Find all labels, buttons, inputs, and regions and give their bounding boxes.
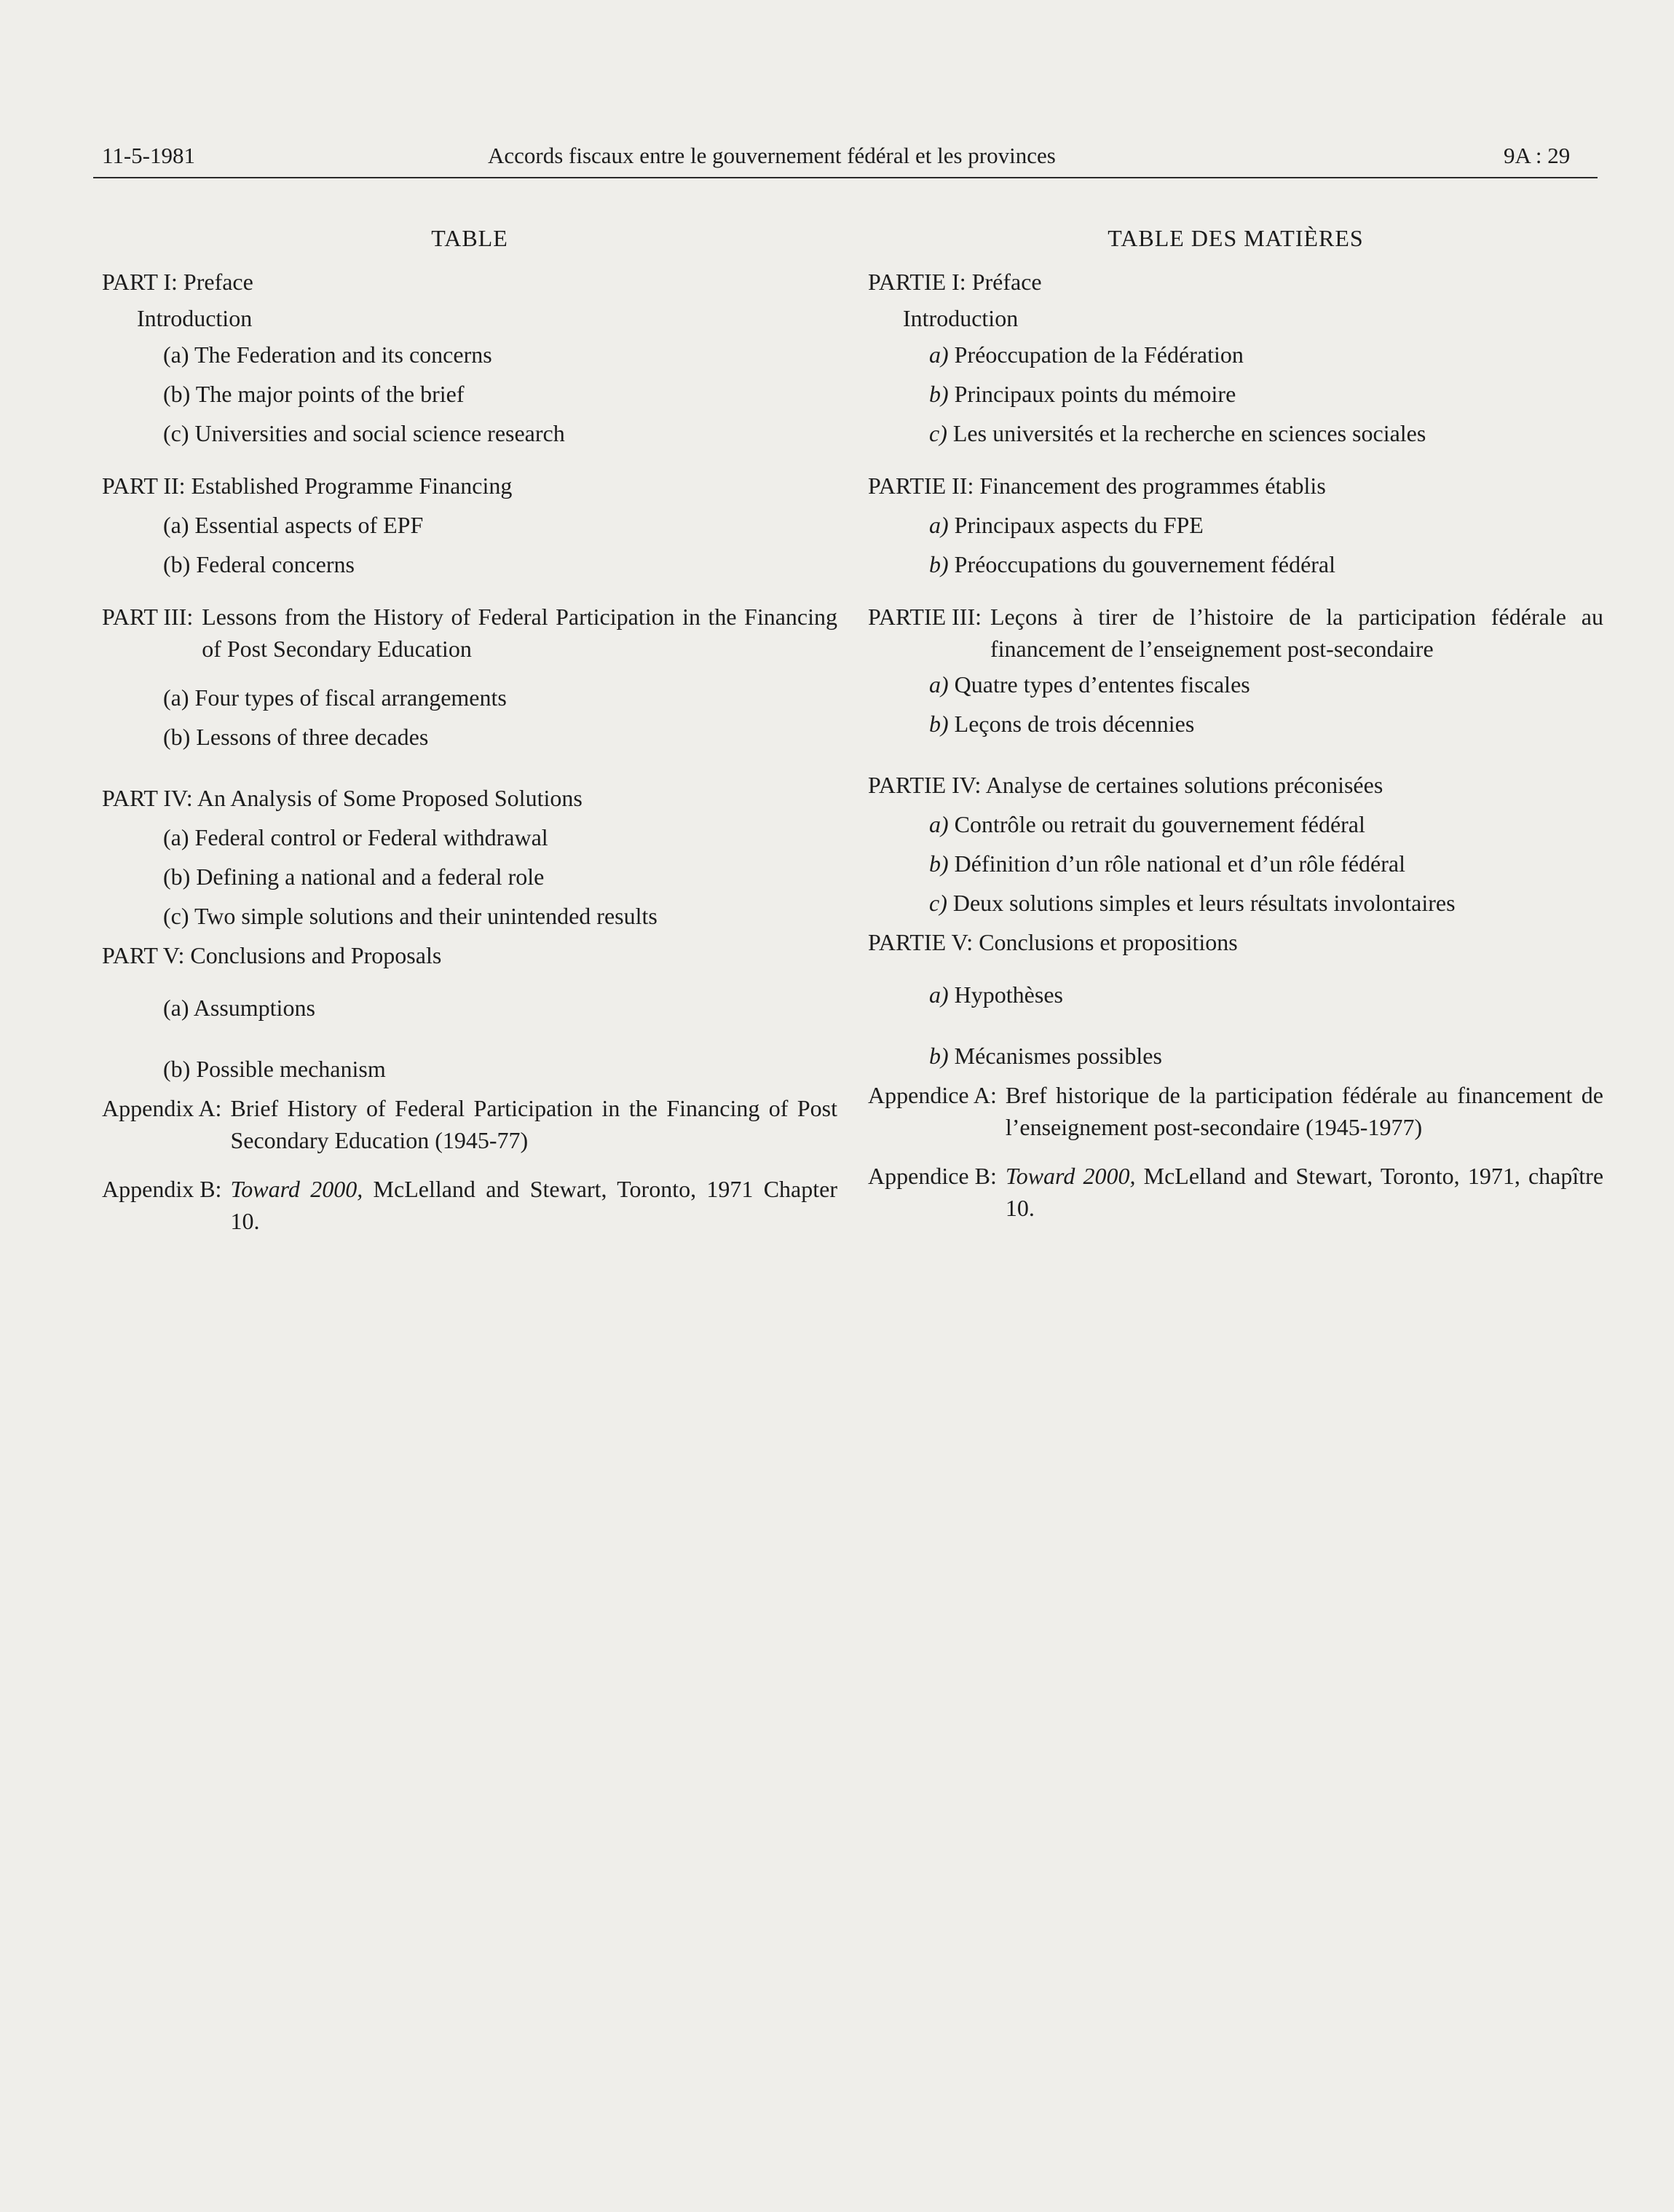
toc-french	[868, 218, 1603, 1224]
toc-entry	[868, 545, 1603, 584]
item-text: Principaux aspects du FPE	[954, 512, 1204, 538]
toc-english	[102, 218, 837, 1237]
item-letter: a)	[929, 811, 949, 837]
toc-entry	[868, 805, 1603, 844]
toc-entry	[868, 335, 1603, 374]
header-rule	[93, 177, 1598, 178]
toc-entry: (c) Universities and social science research	[163, 420, 565, 446]
item-text: Hypothèses	[954, 981, 1063, 1008]
toc-entry	[868, 665, 1603, 704]
item-letter: b)	[929, 1043, 949, 1069]
toc-entry: (b) Federal concerns	[163, 551, 355, 577]
item-letter: c)	[929, 420, 947, 446]
appendix-entry	[868, 1075, 1603, 1143]
toc-entry: (a) Federal control or Federal withdrawal	[163, 824, 548, 850]
item-letter: b)	[929, 711, 949, 737]
item-text: Les universités et la recherche en sciences sociales	[952, 420, 1426, 446]
toc-entry: (a) Four types of fiscal arrangements	[163, 684, 507, 711]
appendix-title: Bref historique de la participation fédérale au financement de l’enseignement post-secondaire (1945-1977)	[1005, 1082, 1603, 1140]
item-letter: a)	[929, 512, 949, 538]
toc-entry	[868, 505, 1603, 545]
toc-entry: (a) The Federation and its concerns	[163, 341, 492, 368]
toc-entry	[868, 975, 1603, 1014]
toc-title: TABLE	[431, 225, 508, 251]
toc-entry	[868, 1036, 1603, 1075]
toc-entry: (b) Lessons of three decades	[163, 724, 429, 750]
item-letter: b)	[929, 381, 949, 407]
item-text: Préoccupation de la Fédération	[954, 341, 1244, 368]
appendix-label: Appendice B:	[868, 1163, 997, 1189]
toc-entry	[868, 844, 1603, 883]
part-title: Leçons à tirer de l’histoire de la participation fédérale au financement de l’enseignement post-secondaire	[990, 604, 1603, 662]
part-heading: PARTIE V: Conclusions et propositions	[868, 929, 1238, 955]
item-letter: a)	[929, 981, 949, 1008]
part-heading: PARTIE I: Préface	[868, 269, 1042, 295]
item-text: Mécanismes possibles	[954, 1043, 1162, 1069]
appendix-entry	[102, 1089, 837, 1156]
item-text: Contrôle ou retrait du gouvernement fédéral	[954, 811, 1365, 837]
appendix-label: Appendice A:	[868, 1082, 997, 1108]
part-heading: PART II: Established Programme Financing	[102, 473, 513, 499]
item-letter: a)	[929, 671, 949, 698]
header-date: 11-5-1981	[102, 143, 195, 168]
item-letter: b)	[929, 551, 949, 577]
appendix-entry	[102, 1169, 837, 1237]
toc-entry: (c) Two simple solutions and their unintended results	[163, 903, 658, 929]
book-title: Toward 2000,	[1005, 1163, 1136, 1189]
part-heading: PART V: Conclusions and Proposals	[102, 942, 442, 968]
item-letter: a)	[929, 341, 949, 368]
item-text: Quatre types d’ententes fiscales	[954, 671, 1250, 698]
toc-entry: Introduction	[137, 305, 253, 331]
toc-entry	[868, 414, 1603, 453]
appendix-title	[1006, 1156, 1603, 1224]
item-text: Préoccupations du gouvernement fédéral	[954, 551, 1336, 577]
item-text: Définition d’un rôle national et d’un rôle fédéral	[954, 850, 1405, 877]
part-heading: PART I: Preface	[102, 269, 253, 295]
appendix-details: McLelland and Stewart, Toronto, 1971 Chapter 10.	[230, 1176, 838, 1234]
item-text: Leçons de trois décennies	[954, 711, 1195, 737]
part-label: PART III:	[102, 604, 194, 630]
item-letter: b)	[929, 850, 949, 877]
part-heading: PART IV: An Analysis of Some Proposed Solutions	[102, 785, 583, 811]
header-title: Accords fiscaux entre le gouvernement fédéral et les provinces	[488, 143, 1056, 168]
part-heading	[868, 597, 1603, 665]
part-title: Lessons from the History of Federal Participation in the Financing of Post Secondary Education	[202, 604, 837, 662]
book-title: Toward 2000,	[230, 1176, 363, 1202]
item-text: Principaux points du mémoire	[954, 381, 1236, 407]
toc-entry: (a) Assumptions	[163, 995, 315, 1021]
appendix-details: McLelland and Stewart, Toronto, 1971, chapître 10.	[1005, 1163, 1604, 1221]
appendix-label: Appendix A:	[102, 1095, 222, 1121]
toc-entry: Introduction	[903, 305, 1019, 331]
appendix-entry	[868, 1156, 1603, 1224]
toc-entry	[868, 704, 1603, 743]
part-label: PARTIE III:	[868, 604, 982, 630]
part-heading: PARTIE II: Financement des programmes établis	[868, 473, 1326, 499]
part-heading	[102, 597, 837, 665]
toc-entry: (b) Possible mechanism	[163, 1056, 386, 1082]
toc-entry	[868, 883, 1603, 923]
header-page-number: 9A : 29	[1504, 143, 1571, 168]
toc-title: TABLE DES MATIÈRES	[1108, 225, 1364, 251]
toc-entry: (b) Defining a national and a federal role	[163, 864, 545, 890]
toc-entry: (a) Essential aspects of EPF	[163, 512, 424, 538]
toc-entry	[868, 374, 1603, 414]
toc-entry: (b) The major points of the brief	[163, 381, 465, 407]
item-letter: c)	[929, 890, 947, 916]
appendix-title: Brief History of Federal Participation in the Financing of Post Secondary Education (1945-77)	[230, 1095, 837, 1153]
appendix-title	[230, 1169, 837, 1237]
item-text: Deux solutions simples et leurs résultats involontaires	[952, 890, 1456, 916]
part-heading: PARTIE IV: Analyse de certaines solutions préconisées	[868, 772, 1383, 798]
appendix-label: Appendix B:	[102, 1176, 222, 1202]
